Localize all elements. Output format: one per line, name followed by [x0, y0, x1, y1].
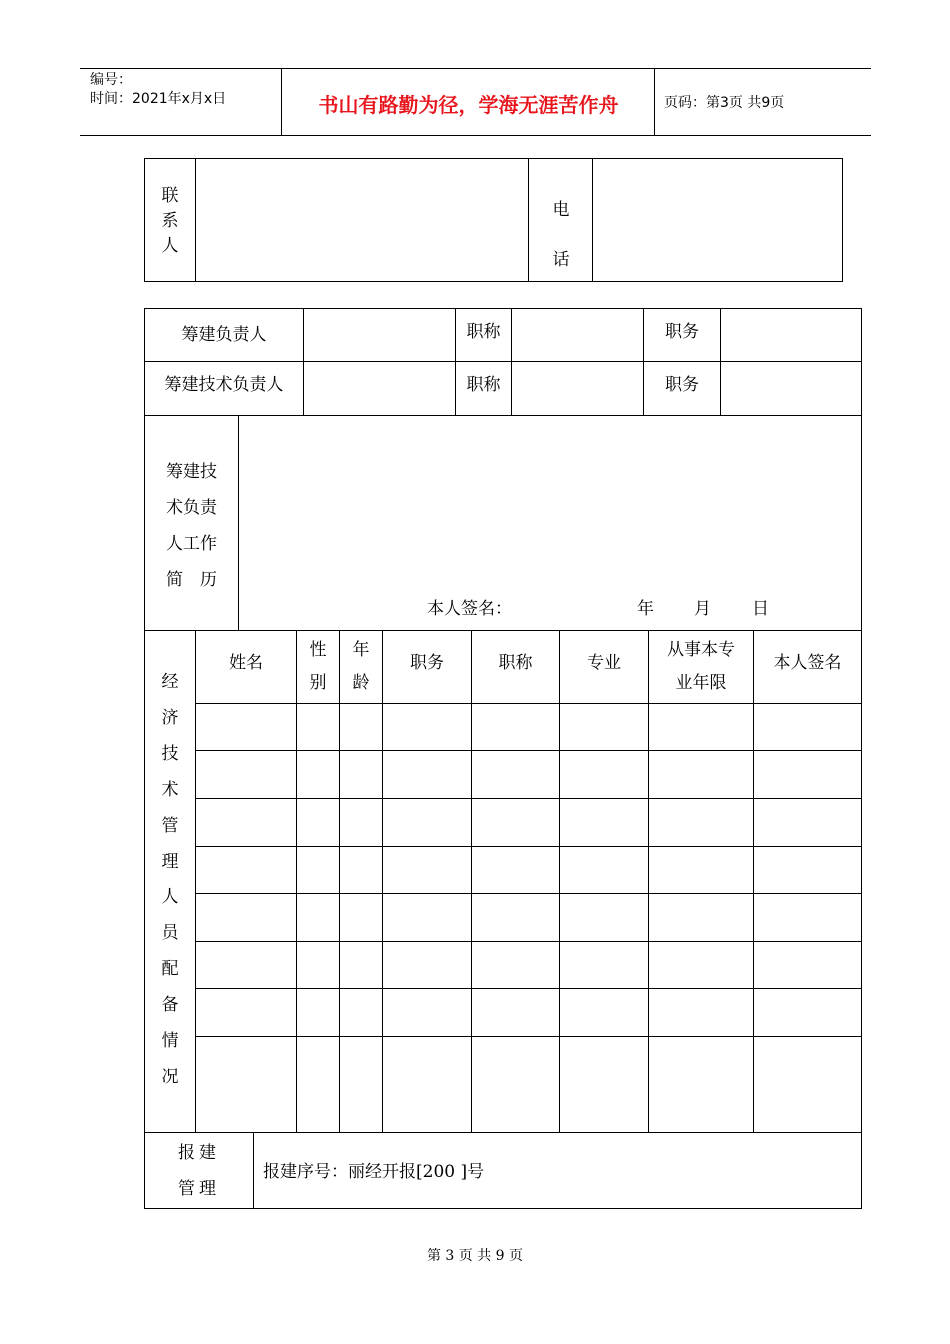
- resume-value[interactable]: [239, 416, 861, 594]
- table-row[interactable]: [196, 751, 861, 798]
- lead-title-label: 职称: [466, 322, 501, 342]
- table-row[interactable]: [196, 942, 861, 988]
- phone-label: 电 话: [552, 200, 570, 270]
- signature-date-day: 日: [752, 599, 769, 619]
- report-serial: 报建序号：丽经开报[200 ]号: [263, 1162, 485, 1182]
- tech-lead-position-value[interactable]: [721, 362, 861, 415]
- signature-date-month: 月: [694, 599, 711, 619]
- phone-value[interactable]: [593, 159, 842, 281]
- page-footer: 第 3 页 共 9 页: [426, 1248, 524, 1264]
- tech-lead-title-label: 职称: [466, 375, 501, 395]
- lead-position-label: 职务: [665, 322, 699, 342]
- table-row[interactable]: [196, 1037, 861, 1132]
- table-row[interactable]: [196, 894, 861, 941]
- document-time-label: 时间：2021年x月x日: [90, 91, 227, 107]
- tech-lead-title-value[interactable]: [512, 362, 643, 415]
- document-number-label: 编号：: [90, 72, 132, 88]
- col-header-position: 职务: [410, 653, 444, 673]
- col-header-major: 专业: [587, 653, 621, 673]
- header-divider: [654, 69, 655, 135]
- table-row[interactable]: [196, 799, 861, 846]
- contact-person-label: 联 系 人: [161, 186, 179, 256]
- table-row[interactable]: [196, 704, 861, 750]
- signature-label: 本人签名：: [427, 599, 512, 619]
- tech-lead-label: 筹建技术负责人: [164, 375, 284, 395]
- col-header-age: 年 龄: [352, 640, 370, 693]
- tech-lead-position-label: 职务: [665, 375, 699, 395]
- tech-lead-value[interactable]: [304, 362, 455, 415]
- contact-person-value[interactable]: [196, 159, 528, 281]
- col-header-title: 职称: [498, 653, 533, 673]
- lead-title-value[interactable]: [512, 309, 643, 361]
- header-page-info: 页码：第3页 共9页: [664, 95, 785, 111]
- lead-position-value[interactable]: [721, 309, 861, 361]
- report-management-label: 报建 管理: [178, 1143, 220, 1199]
- col-header-signature: 本人签名: [773, 653, 842, 673]
- header-divider: [281, 69, 282, 135]
- col-header-gender: 性 别: [309, 640, 327, 693]
- col-header-years: 从事本专 业年限: [667, 640, 735, 693]
- lead-label: 筹建负责人: [181, 325, 267, 345]
- header-motto: 书山有路勤为径，学海无涯苦作舟: [318, 93, 619, 117]
- page-header: [80, 68, 871, 136]
- table-row[interactable]: [196, 989, 861, 1036]
- personnel-section-label: 经 济 技 术 管 理 人 员 配 备 情 况: [161, 672, 179, 1087]
- table-row[interactable]: [196, 847, 861, 893]
- resume-label: 筹建技 术负责 人工作 简 历: [166, 462, 217, 590]
- col-header-name: 姓名: [229, 653, 263, 673]
- signature-date-year: 年: [637, 599, 654, 619]
- lead-value[interactable]: [304, 309, 455, 361]
- header-meta: [90, 71, 226, 109]
